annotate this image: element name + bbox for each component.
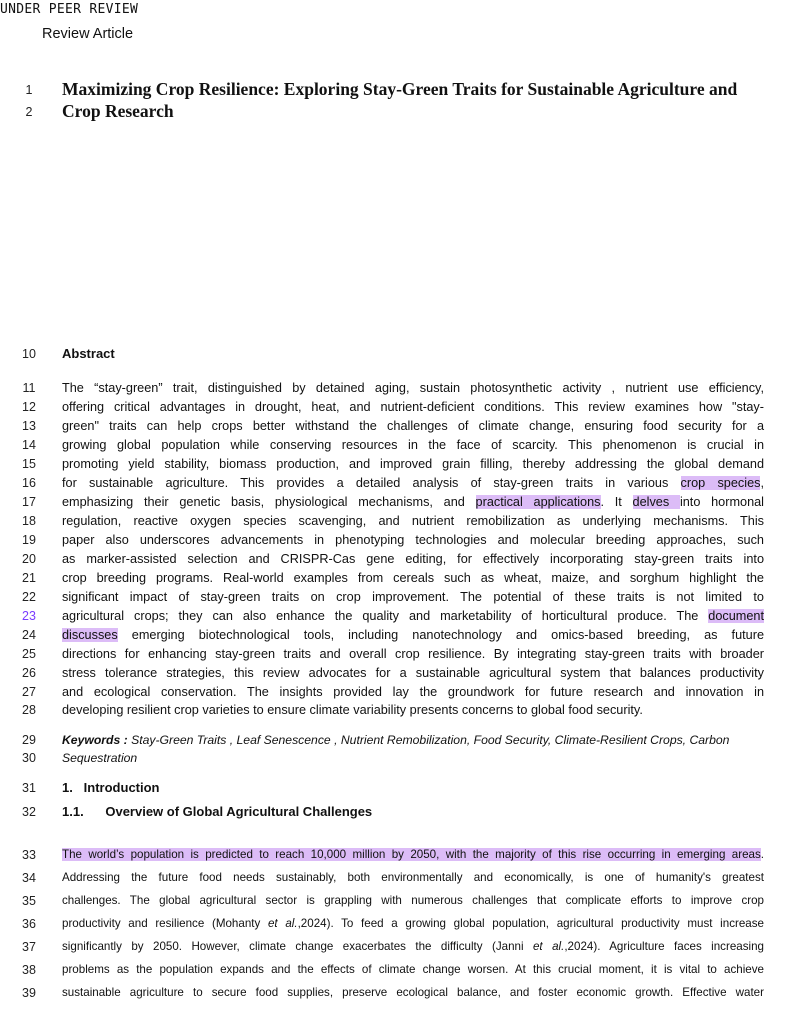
line-number: 20 (22, 552, 36, 566)
intro-text: . (760, 848, 764, 861)
abstract-line (62, 475, 764, 491)
line-number: 32 (22, 805, 36, 819)
subsection-heading: 1.1. Overview of Global Agricultural Challenges (62, 804, 373, 819)
intro-line (62, 939, 764, 955)
keywords-line-2: Sequestration (62, 751, 138, 765)
keywords-list: Stay-Green Traits , Leaf Senescence , Nutrient Remobilization, Food Security, Climate-Resilient Crops, Carbon (127, 733, 730, 747)
highlight-practical-applications: practical applications (475, 495, 601, 509)
intro-line: problems as the population expands and the effects of climate change worsen. At this crucial moment, it is vital to achieve (62, 963, 764, 976)
line-number: 10 (22, 347, 36, 361)
line-number: 16 (22, 476, 36, 490)
line-number: 15 (22, 457, 36, 471)
line-number: 29 (22, 733, 36, 747)
section-heading-introduction: 1. Introduction (62, 780, 160, 795)
abstract-line: directions for enhancing stay-green traits and overall crop resilience. By integrating stay-green traits with broader (62, 647, 764, 661)
abstract-line: crop breeding programs. Real-world examples from cereals such as wheat, maize, and sorghum highlight the (62, 571, 764, 585)
line-number: 33 (22, 848, 36, 862)
line-number: 31 (22, 781, 36, 795)
abstract-text: . It (600, 495, 633, 509)
highlight-delves: delves (632, 495, 680, 509)
keywords-line-1 (62, 732, 764, 748)
line-number: 36 (22, 917, 36, 931)
abstract-line: The “stay-green” trait, distinguished by detained aging, sustain photosynthetic activity , nutrient use efficiency, (62, 381, 764, 395)
et-al: et al. (532, 940, 565, 953)
line-number: 39 (22, 986, 36, 1000)
line-number: 34 (22, 871, 36, 885)
intro-line: challenges. The global agricultural sector is grappling with numerous challenges that complicate efforts to improve crop (62, 894, 764, 907)
line-number: 18 (22, 514, 36, 528)
intro-line (62, 916, 764, 932)
line-number-highlighted: 23 (22, 609, 36, 623)
line-number: 11 (22, 381, 36, 395)
abstract-text: , (760, 476, 765, 490)
line-number: 17 (22, 495, 36, 509)
line-number: 22 (22, 590, 36, 604)
line-number: 13 (22, 419, 36, 433)
abstract-text: emerging biotechnological tools, including nanotechnology and omics-based breeding, as future (117, 628, 764, 642)
line-number: 35 (22, 894, 36, 908)
line-number: 14 (22, 438, 36, 452)
line-number: 27 (22, 685, 36, 699)
intro-line: sustainable agriculture to secure food supplies, preserve ecological balance, and foster economic growth. Effective water (62, 986, 764, 999)
intro-line: Addressing the future food needs sustainably, both environmentally and economically, is one of humanity's greatest (62, 871, 764, 884)
line-number: 24 (22, 628, 36, 642)
abstract-text: emphasizing their genetic basis, physiological mechanisms, and (62, 495, 476, 509)
abstract-line (62, 627, 764, 643)
abstract-line: offering critical advantages in drought, heat, and nutrient-deficient conditions. This review examines how "stay- (62, 400, 764, 414)
abstract-line: growing global population while conserving resources in the face of scarcity. This phenomenon is crucial in (62, 438, 764, 452)
keywords-label: Keywords : (62, 733, 128, 747)
abstract-line: significant impact of stay-green traits on crop improvement. The potential of these traits is not limited to (62, 590, 764, 604)
line-number: 38 (22, 963, 36, 977)
line-number: 28 (22, 703, 36, 717)
line-number: 25 (22, 647, 36, 661)
abstract-line: stress tolerance strategies, this review advocates for a sustainable agricultural system that balances productivity (62, 666, 764, 680)
line-number: 30 (22, 751, 36, 765)
paper-title-line-2: Crop Research (62, 101, 174, 121)
abstract-line: as marker-assisted selection and CRISPR-Cas gene editing, for effectively incorporating stay-green traits into (62, 552, 764, 566)
line-number: 2 (25, 105, 33, 119)
et-al: et al. (267, 917, 298, 930)
abstract-line (62, 494, 764, 510)
abstract-text: for sustainable agriculture. This provides a detailed analysis of stay-green traits in various (62, 476, 681, 490)
article-type: Review Article (42, 26, 134, 42)
line-number: 1 (25, 83, 33, 97)
abstract-heading: Abstract (62, 346, 115, 361)
highlight-discusses: discusses (62, 628, 118, 642)
intro-line (62, 847, 764, 863)
abstract-line: promoting yield stability, biomass production, and improved grain filling, thereby addressing the global demand (62, 457, 764, 471)
abstract-line: green" traits can help crops better withstand the challenges of climate change, ensuring food security for a (62, 419, 764, 433)
line-number: 21 (22, 571, 36, 585)
abstract-line (62, 608, 764, 624)
intro-text: ,2024). Agriculture faces increasing (564, 940, 765, 953)
highlight-crop-species: crop species (680, 476, 761, 490)
line-number: 37 (22, 940, 36, 954)
peer-review-banner: UNDER PEER REVIEW (0, 2, 139, 17)
line-number: 26 (22, 666, 36, 680)
abstract-line: developing resilient crop varieties to ensure climate variability presents concerns to global food security. (62, 703, 643, 717)
intro-text: significantly by 2050. However, climate change exacerbates the difficulty (Janni (62, 940, 533, 953)
abstract-line: regulation, reactive oxygen species scavenging, and nutrient remobilization as underlying mechanisms. This (62, 514, 764, 528)
abstract-text: agricultural crops; they can also enhance the quality and marketability of horticultural produce. The (62, 609, 709, 623)
line-number: 19 (22, 533, 36, 547)
intro-text: productivity and resilience (Mohanty (62, 917, 268, 930)
abstract-line: and ecological conservation. The insights provided lay the groundwork for future research and innovation in (62, 685, 764, 699)
abstract-line: paper also underscores advancements in phenotyping technologies and molecular breeding approaches, such (62, 533, 764, 547)
line-number: 12 (22, 400, 36, 414)
highlight-population-sentence: The world’s population is predicted to reach 10,000 million by 2050, with the majority of this rise occurring in emerging areas (62, 848, 761, 861)
paper-title-line-1: Maximizing Crop Resilience: Exploring Stay-Green Traits for Sustainable Agriculture and (62, 79, 738, 99)
highlight-document: document (708, 609, 764, 623)
intro-text: ,2024). To feed a growing global population, agricultural productivity must increase (297, 917, 765, 930)
abstract-text: into hormonal (679, 495, 765, 509)
